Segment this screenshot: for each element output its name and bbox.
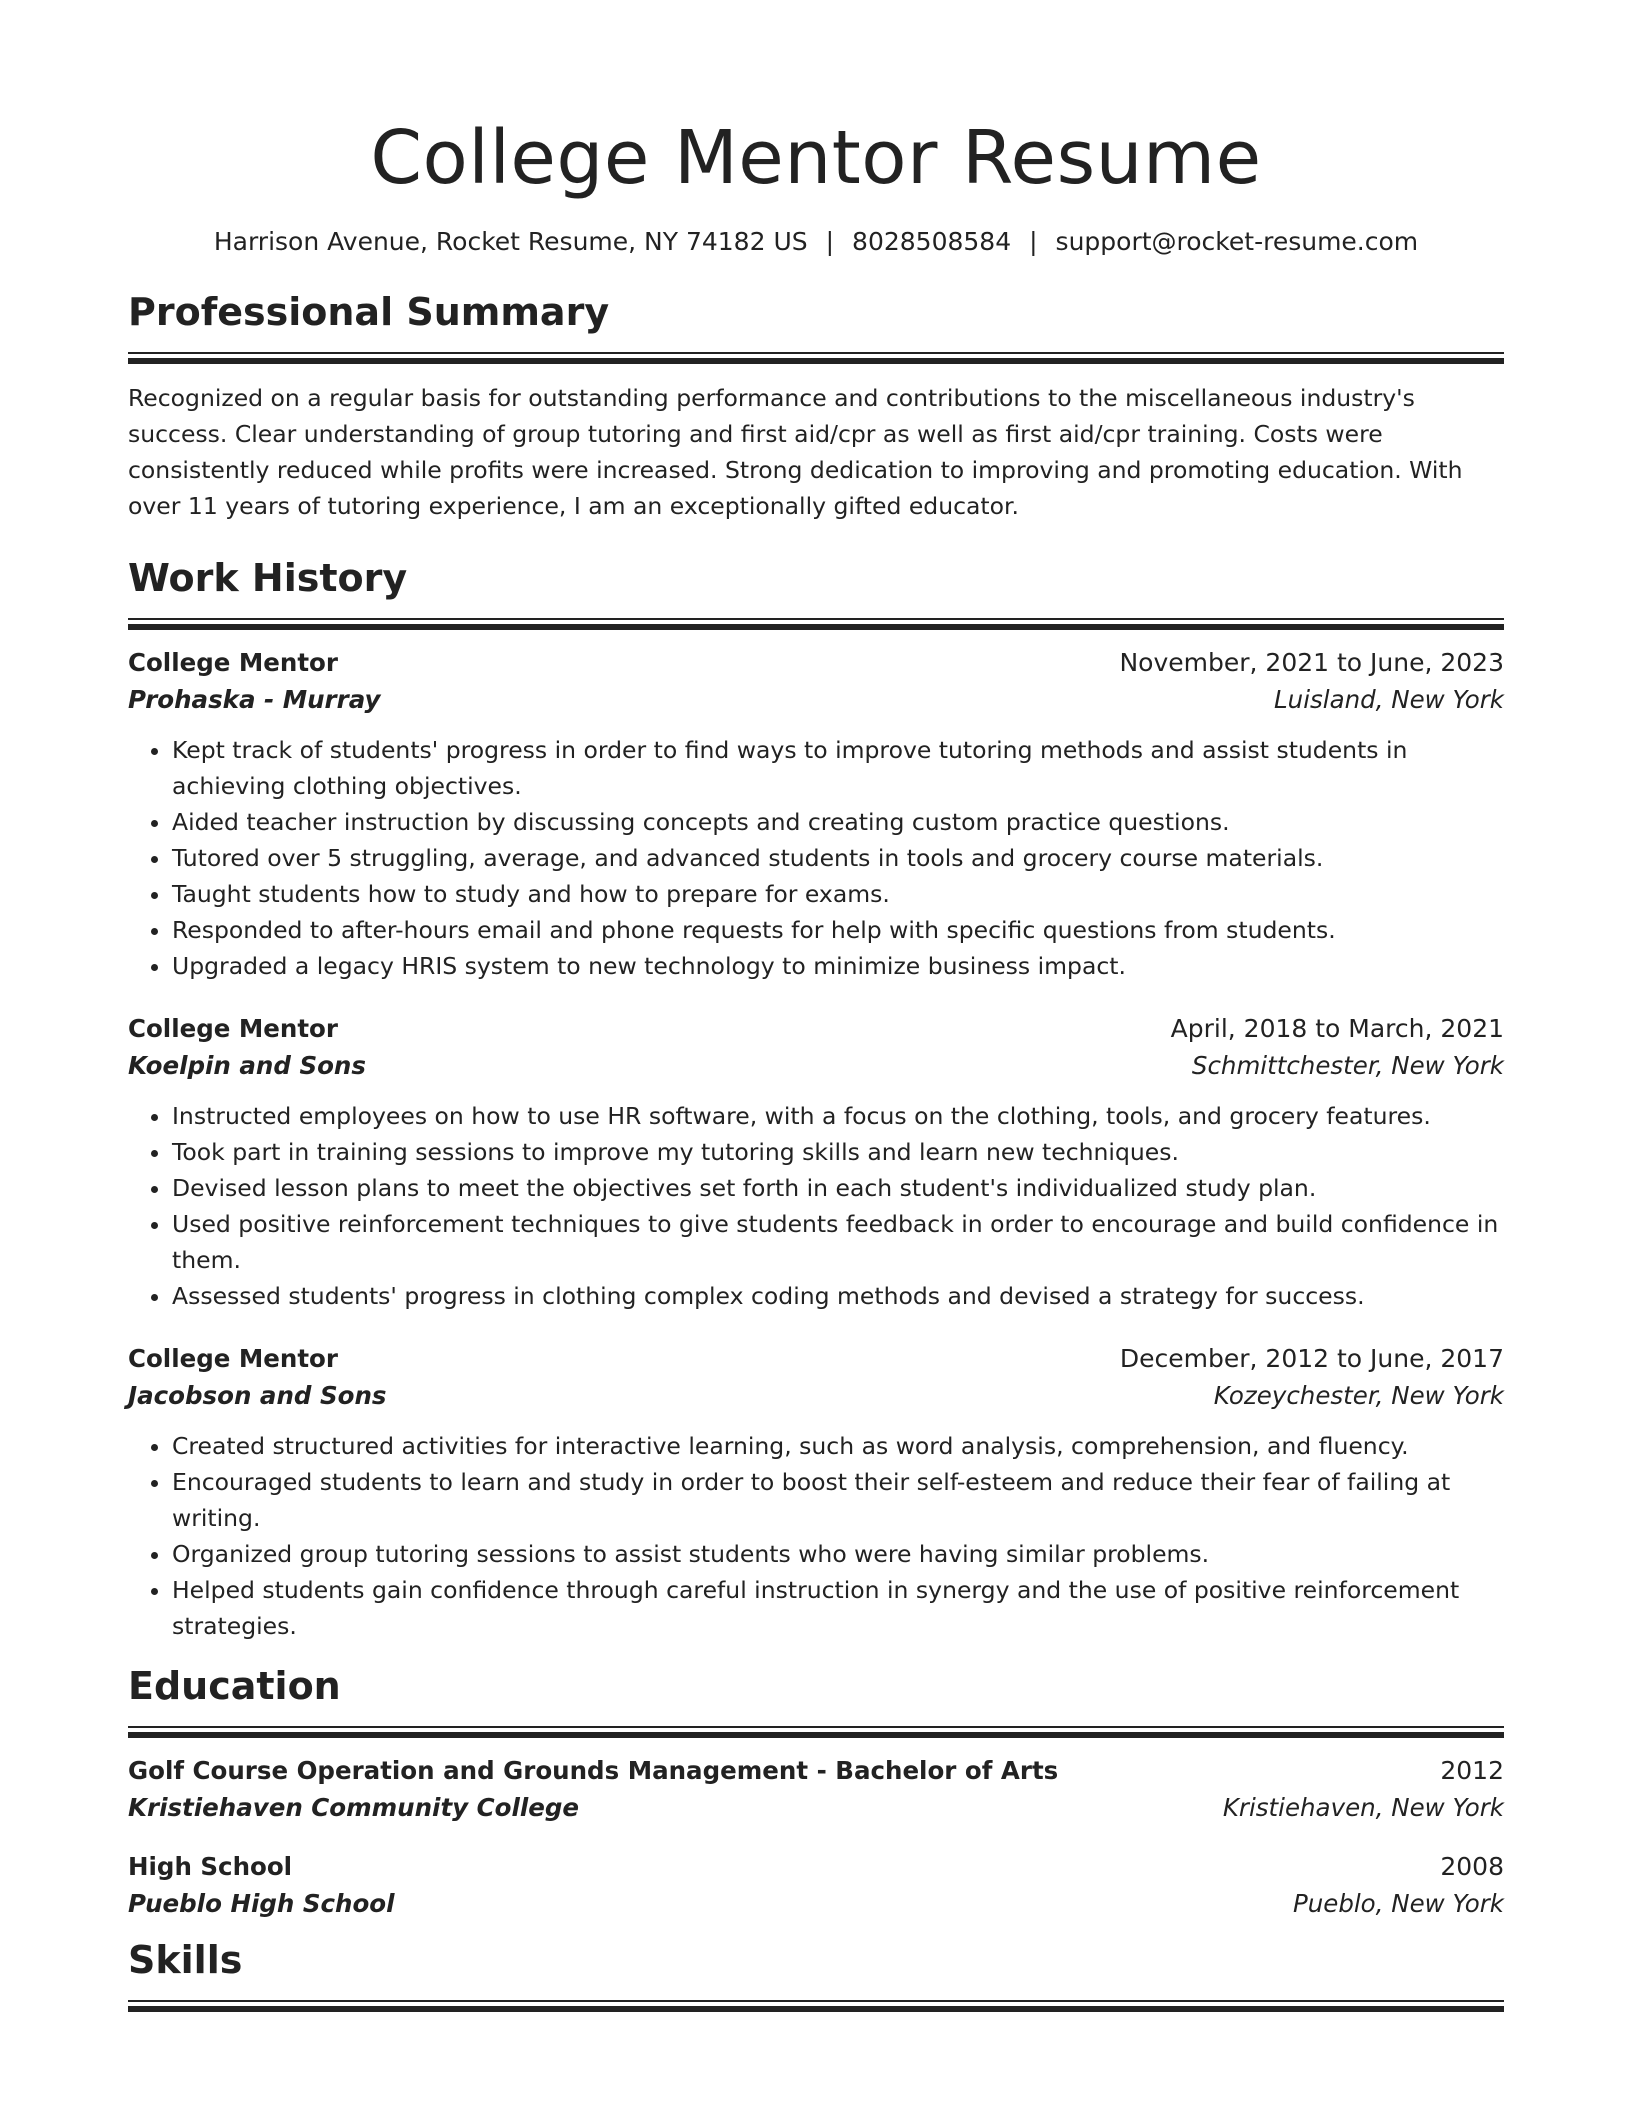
education-location: Kristiehaven, New York [1222,1792,1504,1822]
education-header-row [128,1852,1504,1881]
job-entry [128,648,1504,984]
job-bullet: • Aided teacher instruction by discussing concepts and creating custom practice questions. [172,804,1504,840]
section-divider [128,352,1504,364]
section-divider [128,2000,1504,2012]
section-divider [128,618,1504,630]
section-title-skills: Skills [128,1937,243,1982]
contact-separator: | [1029,227,1038,257]
job-company: Koelpin and Sons [128,1050,366,1080]
job-company: Jacobson and Sons [128,1380,387,1410]
job-entry [128,1014,1504,1314]
section-divider [128,1726,1504,1738]
job-location: Luisland, New York [1274,684,1504,714]
section-title-education: Education [128,1663,341,1708]
job-location: Schmittchester, New York [1191,1050,1504,1080]
contact-line [128,227,1504,256]
education-year: 2008 [1440,1851,1504,1881]
job-bullet: • Took part in training sessions to improve my tutoring skills and learn new techniques. [172,1134,1504,1170]
job-dates: November, 2021 to June, 2023 [1119,647,1504,677]
section-title-summary: Professional Summary [128,290,610,335]
job-company: Prohaska - Murray [128,684,381,714]
education-school: Pueblo High School [128,1888,395,1918]
contact-separator: | [825,227,835,257]
resume-title: College Mentor Resume [370,115,1262,201]
education-school: Kristiehaven Community College [128,1792,580,1822]
education-year: 2012 [1440,1755,1504,1785]
education-degree: High School [128,1851,293,1881]
job-title: College Mentor [128,647,338,677]
job-location: Kozeychester, New York [1213,1380,1504,1410]
job-header-row [128,1344,1504,1373]
job-bullet: • Used positive reinforcement techniques to give students feedback in order to encourage and build confidence in them. [172,1206,1504,1278]
job-header-row [128,648,1504,677]
education-header-row [128,1756,1504,1785]
job-bullet: • Instructed employees on how to use HR software, with a focus on the clothing, tools, and grocery features. [172,1098,1504,1134]
job-dates: December, 2012 to June, 2017 [1119,1343,1504,1373]
address-text: Harrison Avenue, Rocket Resume, NY 74182 US [213,227,808,257]
email-text: support@rocket-resume.com [1055,227,1419,257]
phone-text: 8028508584 [852,227,1012,257]
work-history-section [128,558,1504,1644]
education-school-row [128,1793,1504,1822]
education-school-row [128,1889,1504,1918]
education-entry [128,1756,1504,1822]
education-section [128,1663,1504,1918]
job-bullet: • Organized group tutoring sessions to assist students who were having similar problems. [172,1536,1504,1572]
job-bullet: • Tutored over 5 struggling, average, and advanced students in tools and grocery course materials. [172,840,1504,876]
job-dates: April, 2018 to March, 2021 [1170,1013,1504,1043]
job-bullet: • Responded to after-hours email and phone requests for help with specific questions from students. [172,912,1504,948]
job-company-row [128,1051,1504,1080]
job-title: College Mentor [128,1343,338,1373]
education-location: Pueblo, New York [1292,1888,1504,1918]
education-entry [128,1852,1504,1918]
job-title: College Mentor [128,1013,338,1043]
education-degree: Golf Course Operation and Grounds Management - Bachelor of Arts [128,1755,1059,1785]
job-company-row [128,1381,1504,1410]
job-bullet: • Created structured activities for interactive learning, such as word analysis, comprehension, and fluency. [172,1428,1504,1464]
job-bullets [128,1098,1504,1314]
job-bullet: • Kept track of students' progress in order to find ways to improve tutoring methods and assist students in achieving clothing objectives. [172,732,1504,804]
job-bullet: • Helped students gain confidence through careful instruction in synergy and the use of positive reinforcement strategies. [172,1572,1504,1644]
section-title-work: Work History [128,556,408,601]
job-bullet: • Devised lesson plans to meet the objectives set forth in each student's individualized study plan. [172,1170,1504,1206]
job-bullet: • Assessed students' progress in clothing complex coding methods and devised a strategy for success. [172,1278,1504,1314]
job-header-row [128,1014,1504,1043]
job-company-row [128,685,1504,714]
job-bullets [128,732,1504,984]
job-bullet: • Taught students how to study and how to prepare for exams. [172,876,1504,912]
job-bullet: • Upgraded a legacy HRIS system to new technology to minimize business impact. [172,948,1504,984]
summary-text: Recognized on a regular basis for outstanding performance and contributions to the miscellaneous industry's success. Clear understanding of group tutoring and first aid/cpr as well as first aid/cpr training. Costs were consistently reduced while profits were increased. Strong dedication to improving and promoting education. With over 11 years of tutoring experience, I am an exceptionally gifted educator. [128,384,1463,521]
job-bullets [128,1428,1504,1644]
job-entry [128,1344,1504,1644]
job-bullet: • Encouraged students to learn and study in order to boost their self-esteem and reduce their fear of failing at writing. [172,1464,1504,1536]
skills-section [128,1937,1504,2012]
summary-section [128,292,1504,524]
